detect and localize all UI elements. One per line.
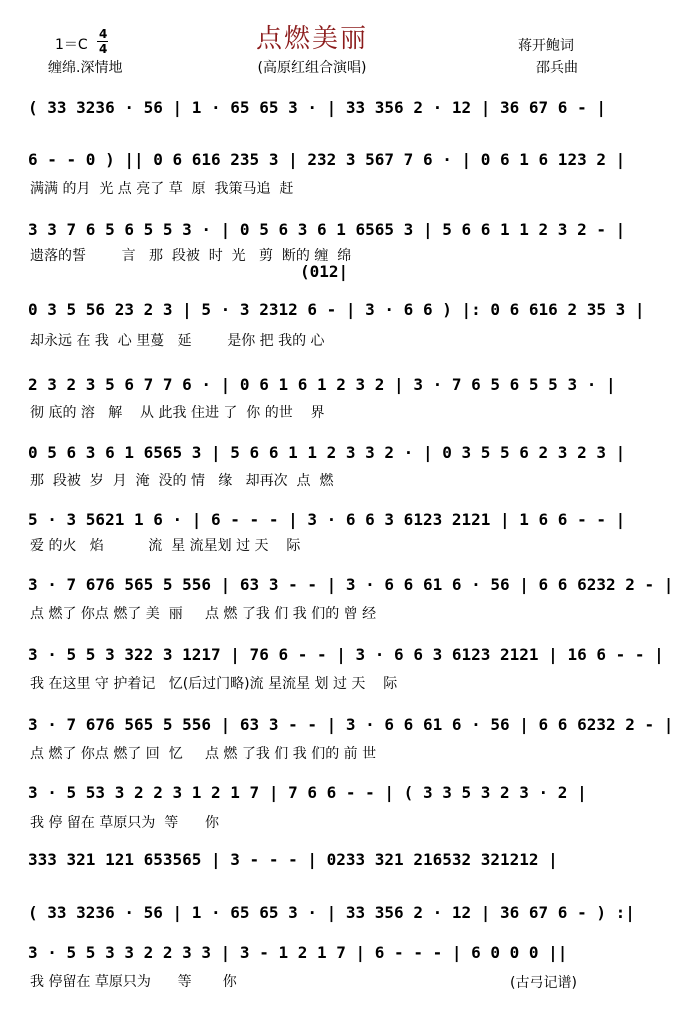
notation-row: 3 · 7 676 565 5 556 | 63 3 - - | 3 · 6 6 61 6 · 56 | 6 6 6232 2 - |	[28, 715, 673, 734]
notation-row: 3 · 5 53 3 2 2 3 1 2 1 7 | 7 6 6 - - | ( 3 3 5 3 2 3 · 2 |	[28, 783, 587, 802]
lyric-row: 我 停留在 草原只为 等 你	[30, 974, 237, 990]
composer: 邵兵曲	[536, 60, 578, 76]
notation-row: ( 33 3236 · 56 | 1 · 65 65 3 · | 33 356 2 · 12 | 36 67 6 - |	[28, 98, 606, 117]
lyric-row: 遗落的誓 言 那 段被 时 光 剪 断的 缠 绵	[30, 248, 352, 264]
notation-row: 3 · 7 676 565 5 556 | 63 3 - - | 3 · 6 6 61 6 · 56 | 6 6 6232 2 - |	[28, 575, 673, 594]
notation-row: ( 33 3236 · 56 | 1 · 65 65 3 · | 33 356 2 · 12 | 36 67 6 - ) :|	[28, 903, 635, 922]
lyric-row: 我 停 留在 草原只为 等 你	[30, 815, 219, 831]
key-signature: 1＝C	[55, 37, 88, 53]
lyric-row: 点 燃了 你点 燃了 回 忆 点 燃 了我 们 我 们的 前 世	[30, 746, 377, 762]
time-signature-numerator: 4	[99, 27, 108, 41]
lyricist: 蒋开鲍词	[518, 38, 574, 54]
notation-row: 3 · 5 5 3 3 2 2 3 3 | 3 - 1 2 1 7 | 6 - - - | 6 0 0 0 ||	[28, 943, 568, 962]
notation-row: 3 3 7 6 5 6 5 5 3 · | 0 5 6 3 6 1 6565 3 | 5 6 6 1 1 2 3 2 - |	[28, 220, 626, 239]
lyric-row: 点 燃了 你点 燃了 美 丽 点 燃 了我 们 我 们的 曾 经	[30, 606, 377, 622]
notation-row: 0 3 5 56 23 2 3 | 5 · 3 2312 6 - | 3 · 6 6 ) |: 0 6 616 2 35 3 |	[28, 300, 645, 319]
time-signature-denominator: 4	[99, 42, 108, 56]
notation-row: 6 - - 0 ) || 0 6 616 235 3 | 232 3 567 7 6 · | 0 6 1 6 123 2 |	[28, 150, 626, 169]
notation-row: 2 3 2 3 5 6 7 7 6 · | 0 6 1 6 1 2 3 2 | 3 · 7 6 5 6 5 5 3 · |	[28, 375, 616, 394]
lyric-row: 我 在这里 守 护着记 忆(后过门略)流 星流星 划 过 天 际	[30, 676, 398, 692]
expression-marking: 缠绵.深情地	[48, 60, 123, 76]
transcriber-credit: (古弓记谱)	[510, 975, 577, 991]
notation-row: (012|	[300, 262, 349, 281]
lyric-row: 那 段被 岁 月 淹 没的 情 缘 却再次 点 燃	[30, 473, 334, 489]
notation-row: 0 5 6 3 6 1 6565 3 | 5 6 6 1 1 2 3 3 2 · | 0 3 5 5 6 2 3 2 3 |	[28, 443, 626, 462]
performer-subtitle: (高原红组合演唱)	[257, 60, 367, 76]
lyric-row: 满满 的月 光 点 亮了 草 原 我策马追 赶	[30, 181, 294, 197]
notation-row: 333 321 121 653565 | 3 - - - | 0233 321 216532 321212 |	[28, 850, 558, 869]
lyric-row: 彻 底的 溶 解 从 此我 住进 了 你 的世 界	[30, 405, 325, 421]
lyric-row: 却永远 在 我 心 里蔓 延 是你 把 我的 心	[30, 333, 325, 349]
notation-row: 5 · 3 5621 1 6 · | 6 - - - | 3 · 6 6 3 6123 2121 | 1 6 6 - - |	[28, 510, 626, 529]
song-title: 点燃美丽	[255, 24, 368, 54]
notation-row: 3 · 5 5 3 322 3 1217 | 76 6 - - | 3 · 6 6 3 6123 2121 | 16 6 - - |	[28, 645, 664, 664]
lyric-row: 爱 的火 焰 流 星 流星划 过 天 际	[30, 538, 301, 554]
